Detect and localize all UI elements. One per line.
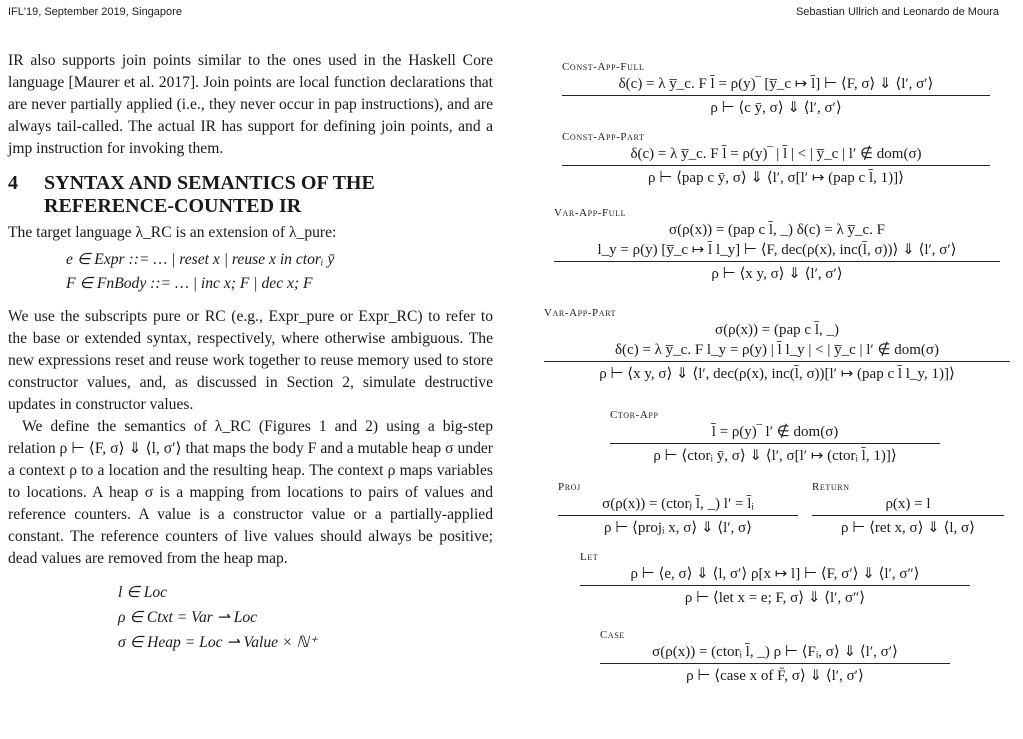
- rule-case: [600, 628, 950, 686]
- rule-premise: σ(ρ(x)) = (ctorᵢ l̄, _) ρ ⊢ ⟨Fᵢ, σ⟩ ⇓ ⟨l′, σ′⟩: [652, 644, 898, 660]
- rule-premise-1: σ(ρ(x)) = (pap c l̄, _): [715, 322, 839, 338]
- rule-const-app-part: [562, 130, 990, 188]
- rule-premise: σ(ρ(x)) = (ctorⱼ l̄, _) l′ = l̄ᵢ: [602, 496, 754, 512]
- grammar-fnbody: F ∈ FnBody ::= … | inc x; F | dec x; F: [66, 275, 313, 292]
- rule-premise: ρ ⊢ ⟨e, σ⟩ ⇓ ⟨l, σ′⟩ ρ[x ↦ l] ⊢ ⟨F, σ′⟩ ⇓ ⟨l′, σ″⟩: [630, 566, 920, 582]
- rule-conclusion: ρ ⊢ ⟨c ȳ, σ⟩ ⇓ ⟨l′, σ′⟩: [710, 100, 842, 116]
- rule-conclusion: ρ ⊢ ⟨ctorᵢ ȳ, σ⟩ ⇓ ⟨l′, σ[l′ ↦ (ctorᵢ l̄, 1)]⟩: [653, 448, 897, 464]
- paragraph-join-points: IR also supports join points similar to the ones used in the Haskell Core language [Maurer et al. 2017]. Join points are local function declarations that are never partially applied (i.e., they never occur in pap instructions), and are always tail-called. The actual IR has support for defining join points, and a jmp instruction for invoking them.: [8, 52, 493, 157]
- def-loc: l ∈ Loc: [118, 584, 168, 601]
- rule-premise-1: σ(ρ(x)) = (pap c l̄, _) δ(c) = λ y̅_c. F: [669, 222, 885, 238]
- rule-conclusion: ρ ⊢ ⟨case x of F̄, σ⟩ ⇓ ⟨l′, σ′⟩: [686, 668, 864, 684]
- rule-premise: δ(c) = λ y̅_c. F l̄ = ρ(y)‾ | l̄ | < | y̅_c | l′ ∉ dom(σ): [630, 146, 922, 162]
- rule-conclusion: ρ ⊢ ⟨projᵢ x, σ⟩ ⇓ ⟨l′, σ⟩: [603, 520, 752, 536]
- inference-line: [554, 261, 1000, 262]
- paragraph-semantics: We define the semantics of λ_RC (Figures 1 and 2) using a big-step relation ρ ⊢ ⟨F, σ⟩ ⇓ ⟨l, σ′⟩ that maps the body F and a mutable heap σ under a context ρ to a location and the resulting heap. The context ρ maps variables to locations. A heap σ is a mapping from locations to pairs of values and reference counters. A value is a constructor value or a partially-applied constant. The reference counters of live values should always be positive; dead values are removed from the heap map.: [8, 418, 493, 567]
- rule-name: Ctor-App: [610, 409, 659, 421]
- section-number: 4: [8, 172, 18, 194]
- rule-premise-2: l_y = ρ(y) [y̅_c ↦ l̄ l_y] ⊢ ⟨F, dec(ρ(x), inc(l̄, σ))⟩ ⇓ ⟨l′, σ′⟩: [597, 242, 957, 258]
- rule-name: Var-App-Part: [544, 307, 617, 319]
- paragraph-target-language: The target language λ_RC is an extension of λ_pure:: [8, 224, 337, 241]
- rule-let: [580, 550, 970, 608]
- rule-premise: ρ(x) = l: [885, 496, 931, 512]
- rule-const-app-full: [562, 60, 990, 118]
- inference-line: [610, 443, 940, 444]
- rule-name: Var-App-Full: [554, 207, 627, 219]
- rule-var-app-part: [544, 306, 1010, 384]
- rule-proj: [558, 480, 798, 538]
- rule-conclusion: ρ ⊢ ⟨pap c ȳ, σ⟩ ⇓ ⟨l′, σ[l′ ↦ (pap c l̄, 1)]⟩: [648, 170, 904, 186]
- running-header-right: Sebastian Ullrich and Leonardo de Moura: [795, 6, 999, 18]
- section-title: SYNTAX AND SEMANTICS OF THE REFERENCE-COUNTED IR: [44, 172, 375, 217]
- left-column: [8, 50, 493, 655]
- rule-name: Return: [812, 481, 850, 493]
- inference-line: [600, 663, 950, 664]
- rule-conclusion: ρ ⊢ ⟨ret x, σ⟩ ⇓ ⟨l, σ⟩: [841, 520, 975, 536]
- running-header-left: IFL'19, September 2019, Singapore: [8, 6, 182, 18]
- rule-premise: l̄ = ρ(y)‾ l′ ∉ dom(σ): [711, 424, 839, 440]
- domain-definitions: [118, 580, 493, 655]
- inference-line: [812, 515, 1004, 516]
- inference-line: [562, 165, 990, 166]
- rule-conclusion: ρ ⊢ ⟨let x = e; F, σ⟩ ⇓ ⟨l′, σ″⟩: [684, 590, 866, 606]
- rule-name: Case: [600, 629, 625, 641]
- paragraph-subscripts: We use the subscripts pure or RC (e.g., Expr_pure or Expr_RC) to refer to the base or extended syntax, respectively, where otherwise ambiguous. The new expressions reset and reuse work together to reuse memory used to store constructor values, and, as discussed in Section 2, simulate destructive updates in constructor values.: [8, 308, 493, 413]
- rule-name: Proj: [558, 481, 581, 493]
- rule-conclusion: ρ ⊢ ⟨x y, σ⟩ ⇓ ⟨l′, σ′⟩: [711, 266, 843, 282]
- def-heap: σ ∈ Heap = Loc ⇀ Value × ℕ⁺: [118, 634, 318, 651]
- inference-line: [544, 361, 1010, 362]
- inference-line: [562, 95, 990, 96]
- rule-ctor-app: [610, 408, 940, 466]
- grammar-expr: e ∈ Expr ::= … | reset x | reuse x in ctorᵢ ȳ: [66, 251, 335, 268]
- rule-premise-2: δ(c) = λ y̅_c. F l_y = ρ(y) | l̄ l_y | < | y̅_c | l′ ∉ dom(σ): [614, 342, 940, 358]
- rule-name: Const-App-Full: [562, 61, 645, 73]
- rule-return: [812, 480, 1004, 538]
- inference-line: [580, 585, 970, 586]
- inference-line: [558, 515, 798, 516]
- rule-name: Const-App-Part: [562, 131, 645, 143]
- def-ctxt: ρ ∈ Ctxt = Var ⇀ Loc: [118, 609, 258, 626]
- section-heading: [8, 172, 493, 218]
- rule-name: Let: [580, 551, 599, 563]
- rule-premise: δ(c) = λ y̅_c. F l̄ = ρ(y)‾ [y̅_c ↦ l̄] ⊢ ⟨F, σ⟩ ⇓ ⟨l′, σ′⟩: [618, 76, 934, 92]
- rule-var-app-full: [554, 206, 1000, 284]
- rule-conclusion: ρ ⊢ ⟨x y, σ⟩ ⇓ ⟨l′, dec(ρ(x), inc(l̄, σ))[l′ ↦ (pap c l̄ l_y, 1)]⟩: [599, 366, 955, 382]
- grammar-block: [66, 248, 493, 296]
